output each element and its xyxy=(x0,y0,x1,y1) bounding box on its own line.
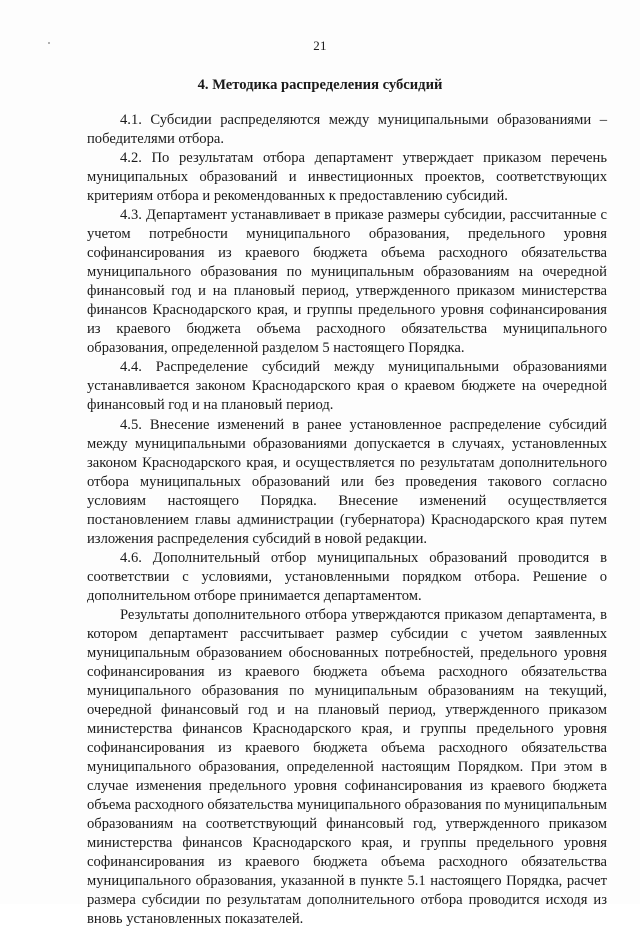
paragraph-4-6: 4.6. Дополнительный отбор муниципальных образований проводится в соответствии с условиями, установленными порядком отбора. Решение о дополнительном отборе принимается департаментом. xyxy=(87,549,607,604)
page-number: 21 xyxy=(313,38,327,53)
paragraph-results: Результаты дополнительного отбора утверждаются приказом департамента, в котором департамент рассчитывает размер субсидии с учетом заявленных муниципальным образованием обоснованных потребностей, предельного уровня софинансирования из краевого бюджета объема расходного обязательства муниципального образования по муниципальным образованиям на текущий, очередной финансовый год и на плановый период, утвержденного приказом министерства финансов Краснодарского края, и группы предельного уровня софинансирования из краевого бюджета объема расходного обязательства муниципального образования, определенной настоящим Порядком. При этом в случае изменения предельного уровня софинансирования из краевого бюджета объема расходного обязательства муниципального образования по муниципальным образованиям на соответствующий финансовый год, утвержденного приказом министерства финансов Краснодарского края, и группы предельного уровня софинансирования из краевого бюджета объема расходного обязательства муниципального образования, указанной в пункте 5.1 настоящего Порядка, расчет размера субсидии по результатам дополнительного отбора проводится исходя из вновь установленных показателей. xyxy=(87,606,607,928)
body-text xyxy=(87,111,607,929)
paragraph-4-3: 4.3. Департамент устанавливает в приказе размеры субсидии, рассчитанные с учетом потребности муниципального образования, предельного уровня софинансирования из краевого бюджета объема расходного обязательства муниципального образования по муниципальным образованиям на очередной финансовый год и на плановый период, утвержденного приказом министерства финансов Краснодарского края, и группы предельного уровня софинансирования из краевого бюджета объема расходного обязательства муниципального образования, определенной разделом 5 настоящего Порядка. xyxy=(87,207,607,357)
section-title: 4. Методика распределения субсидий xyxy=(197,77,443,93)
paragraph-4-1: 4.1. Субсидии распределяются между муниципальными образованиями – победителями отбора. xyxy=(87,112,607,148)
paragraph-4-2: 4.2. По результатам отбора департамент утверждает приказом перечень муниципальных образований и инвестиционных проектов, соответствующих критериям отбора и рекомендованных к предоставлению субсидий. xyxy=(87,150,607,205)
paragraph-4-5: 4.5. Внесение изменений в ранее установленное распределение субсидий между муниципальными образованиями допускается в случаях, установленных законом Краснодарского края, и осуществляется по результатам дополнительного отбора муниципальных образований или без проведения такового согласно условиям настоящего Порядка. Внесение изменений осуществляется постановлением главы администрации (губернатора) Краснодарского края путем изложения распределения субсидий в новой редакции. xyxy=(87,416,607,547)
paragraph-4-4: 4.4. Распределение субсидий между муниципальными образованиями устанавливается законом Краснодарского края о краевом бюджете на очередной финансовый год и на плановый период. xyxy=(87,359,607,414)
